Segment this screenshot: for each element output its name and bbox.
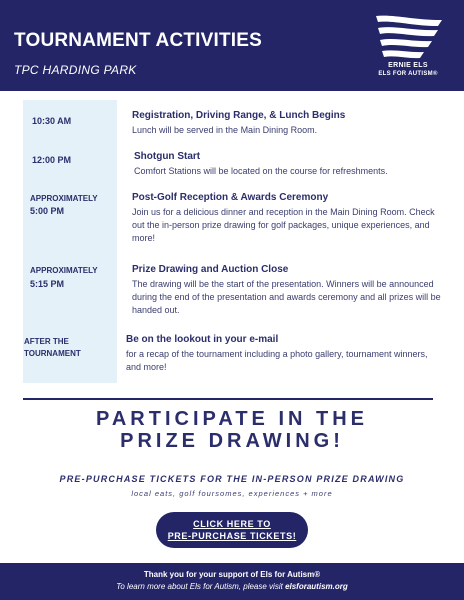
prize-drawing-subheading: PRE-PURCHASE TICKETS FOR THE IN-PERSON PRIZE DRAWING bbox=[59, 474, 405, 484]
prize-drawing-heading bbox=[0, 408, 464, 452]
section-divider bbox=[23, 398, 433, 400]
footer-thanks: Thank you for your support of Els for Autism® bbox=[143, 570, 321, 579]
event-title: Be on the lookout in your e-mail bbox=[126, 334, 279, 345]
els-for-autism-logo[interactable] bbox=[366, 14, 450, 80]
heading-line: PARTICIPATE IN THE bbox=[96, 408, 368, 430]
heading-line: PRIZE DRAWING! bbox=[120, 430, 344, 452]
event-time-qualifier: AFTER THE bbox=[24, 337, 69, 346]
event-time: TOURNAMENT bbox=[24, 349, 81, 358]
pre-purchase-tickets-button[interactable] bbox=[156, 512, 308, 548]
event-time: 5:00 PM bbox=[30, 206, 65, 216]
event-description: Join us for a delicious dinner and reception in the Main Dining Room. Check out the in-person prize drawing for golf packages, unique experiences, and more! bbox=[132, 207, 435, 243]
page-title: TOURNAMENT ACTIVITIES bbox=[14, 30, 263, 51]
event-title: Prize Drawing and Auction Close bbox=[132, 264, 289, 275]
event-time-qualifier: APPROXIMATELY bbox=[30, 194, 98, 203]
footer-learn-more-text: To learn more about Els for Autism, please visit bbox=[116, 582, 286, 591]
event-description: The drawing will be the start of the presentation. Winners will be announced during the end of the presentation and awards ceremony and all prizes will be handed out. bbox=[132, 279, 441, 315]
footer-learn-more bbox=[0, 582, 464, 591]
event-time-qualifier: APPROXIMATELY bbox=[30, 266, 98, 275]
prize-drawing-tagline: local eats, golf foursomes, experiences + more bbox=[131, 489, 333, 498]
event-time: 12:00 PM bbox=[32, 155, 72, 165]
logo-text-ernie-els: ERNIE ELS bbox=[388, 62, 428, 69]
event-description: Comfort Stations will be located on the course for refreshments. bbox=[134, 166, 388, 176]
footer-website-link[interactable]: elsforautism.org bbox=[285, 582, 348, 591]
wave-flag-icon bbox=[372, 14, 444, 60]
venue-subtitle: TPC HARDING PARK bbox=[14, 63, 137, 77]
event-description: for a recap of the tournament including a photo gallery, tournament winners, and more! bbox=[126, 349, 428, 372]
event-title: Post-Golf Reception & Awards Ceremony bbox=[132, 192, 329, 203]
event-title: Registration, Driving Range, & Lunch Begins bbox=[132, 110, 346, 121]
footer-banner bbox=[0, 563, 464, 600]
cta-line: CLICK HERE TO bbox=[193, 519, 271, 529]
logo-text-els-for-autism: ELS FOR AUTISM® bbox=[378, 71, 438, 77]
event-time: 10:30 AM bbox=[32, 116, 72, 126]
event-time: 5:15 PM bbox=[30, 279, 65, 289]
header-banner bbox=[0, 0, 464, 91]
cta-line: PRE-PURCHASE TICKETS! bbox=[167, 531, 297, 541]
event-description: Lunch will be served in the Main Dining Room. bbox=[132, 125, 318, 135]
event-title: Shotgun Start bbox=[134, 151, 201, 162]
